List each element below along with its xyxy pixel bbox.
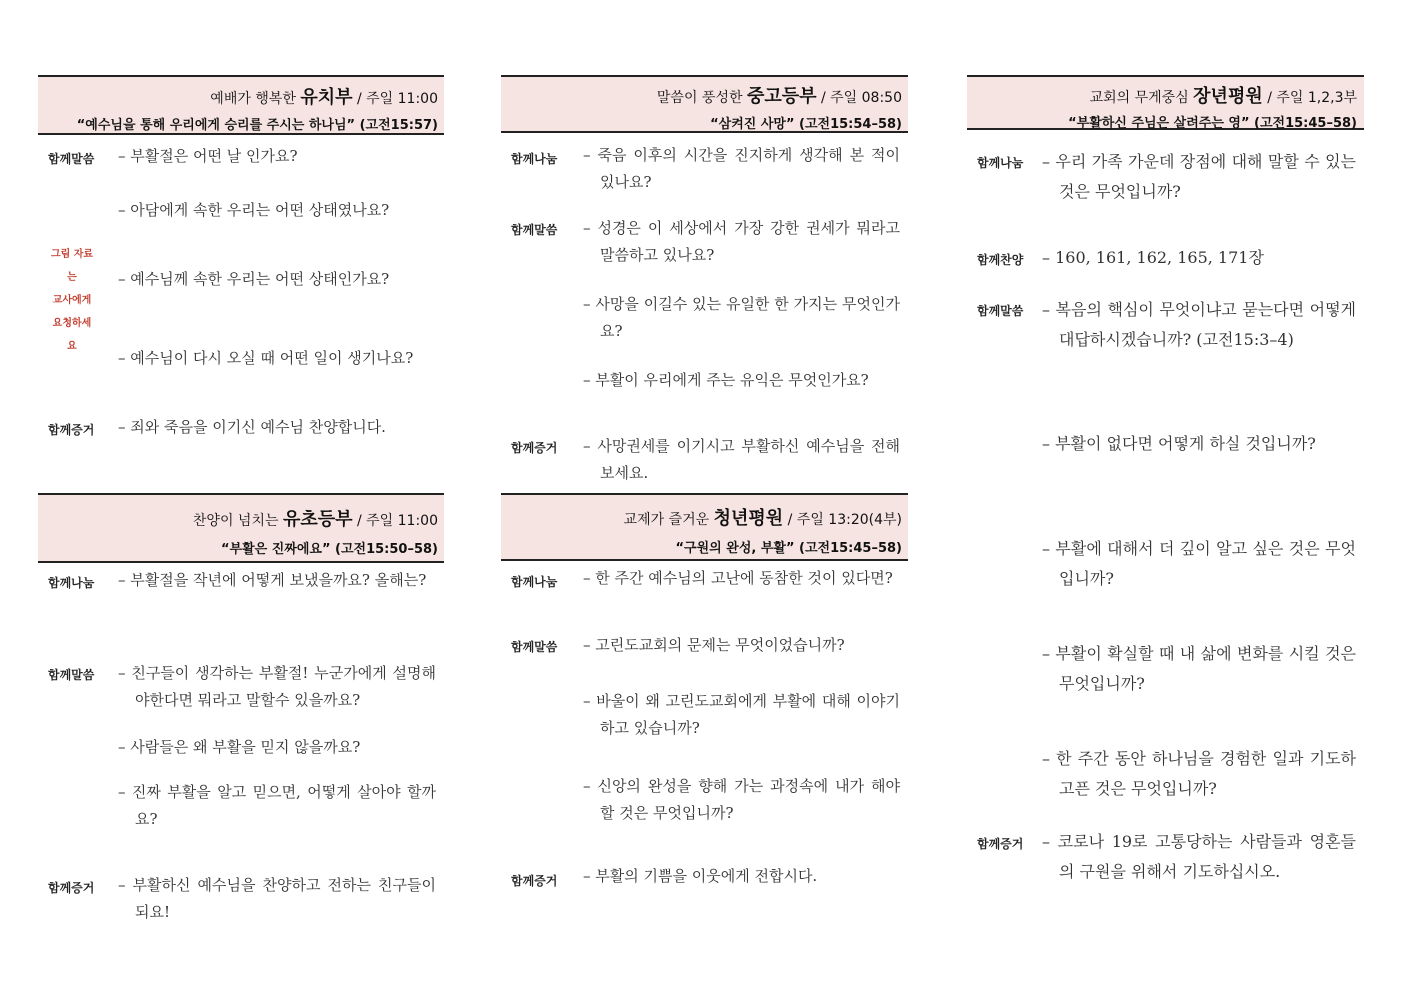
adult-time: / 주일 1,2,3부 [1267, 90, 1357, 106]
young-adult-theme: “구원의 완성, 부활” (고전15:45–58) [675, 541, 902, 556]
youth-label-word: 함께말씀 [511, 223, 558, 237]
elementary-question-2: – 친구들이 생각하는 부활절! 누군가에게 설명해야한다면 뭐라고 말할수 있을까요? [118, 664, 436, 709]
kinder-section [38, 75, 444, 485]
young-adult-label-testify: 함께증거 [511, 874, 558, 888]
adult-label-testify: 함께증거 [977, 837, 1024, 851]
kinder-note: 그림 자료는 교사에게 요청하세요 [50, 249, 94, 352]
youth-question-1: – 죽음 이후의 시간을 진지하게 생각해 본 적이 있나요? [583, 146, 900, 191]
youth-intro: 말씀이 풍성한 [656, 90, 743, 106]
elementary-intro: 찬양이 넘치는 [192, 513, 279, 529]
adult-question-5: – 부활이 확실할 때 내 삶에 변화를 시킬 것은 무엇입니까? [1042, 644, 1356, 693]
young-adult-dept-name: 청년평원 [713, 508, 784, 529]
young-adult-question-3: – 바울이 왜 고린도교회에게 부활에 대해 이야기하고 있습니까? [583, 692, 900, 737]
kinder-dept-name: 유치부 [300, 87, 353, 108]
youth-question-3: – 사망을 이길수 있는 유일한 한 가지는 무엇인가요? [583, 295, 900, 340]
adult-label-word: 함께말씀 [977, 304, 1024, 318]
kinder-question-2: – 아담에게 속한 우리는 어떤 상태였나요? [118, 201, 390, 219]
elementary-label-testify: 함께증거 [48, 881, 95, 895]
adult-section [967, 75, 1364, 925]
youth-section [501, 75, 908, 487]
kinder-question-1: – 부활절은 어떤 날 인가요? [118, 147, 298, 165]
kinder-question-4: – 예수님이 다시 오실 때 어떤 일이 생기나요? [118, 349, 414, 367]
youth-label-testify: 함께증거 [511, 441, 558, 455]
young-adult-section [501, 493, 908, 913]
adult-question-4: – 부활에 대해서 더 깊이 알고 싶은 것은 무엇입니까? [1042, 539, 1356, 588]
adult-hymn-numbers: – 160, 161, 162, 165, 171장 [1042, 248, 1264, 267]
adult-question-3: – 부활이 없다면 어떻게 하실 것입니까? [1042, 434, 1316, 453]
elementary-section [38, 493, 444, 943]
elementary-label-share: 함께나눔 [48, 576, 95, 590]
elementary-time: / 주일 11:00 [356, 513, 438, 529]
elementary-question-5: – 부활하신 예수님을 찬양하고 전하는 친구들이 되요! [118, 876, 436, 921]
young-adult-question-2: – 고린도교회의 문제는 무엇이었습니까? [583, 636, 845, 654]
elementary-question-4: – 진짜 부활을 알고 믿으면, 어떻게 살아야 할까요? [118, 783, 436, 828]
adult-question-1: – 우리 가족 가운데 장점에 대해 말할 수 있는 것은 무엇입니까? [1042, 152, 1356, 201]
elementary-theme: “부활은 진짜에요” (고전15:50–58) [220, 542, 438, 557]
young-adult-intro: 교제가 즐거운 [623, 512, 710, 528]
adult-dept-name: 장년평원 [1193, 86, 1263, 107]
kinder-question-5: – 죄와 죽음을 이기신 예수님 찬양합니다. [118, 418, 386, 436]
adult-question-6: – 한 주간 동안 하나님을 경험한 일과 기도하고픈 것은 무엇입니까? [1042, 749, 1356, 798]
youth-label-share: 함께나눔 [511, 152, 558, 166]
elementary-question-3: – 사람들은 왜 부활을 믿지 않을까요? [118, 738, 361, 756]
adult-label-share: 함께나눔 [977, 156, 1024, 170]
youth-header [501, 75, 908, 133]
elementary-question-1: – 부활절을 작년에 어떻게 보냈을까요? 올해는? [118, 571, 427, 589]
adult-header [967, 75, 1364, 130]
youth-dept-name: 중고등부 [746, 86, 817, 107]
young-adult-question-1: – 한 주간 예수님의 고난에 동참한 것이 있다면? [583, 569, 893, 587]
young-adult-time: / 주일 13:20(4부) [787, 512, 902, 528]
elementary-label-word: 함께말씀 [48, 668, 95, 682]
kinder-intro: 예배가 행복한 [210, 91, 296, 107]
adult-intro: 교회의 무게중심 [1089, 90, 1189, 106]
elementary-dept-name: 유초등부 [282, 509, 353, 530]
young-adult-label-share: 함께나눔 [511, 575, 558, 589]
adult-question-2: – 복음의 핵심이 무엇이냐고 묻는다면 어떻게 대답하시겠습니까? (고전15:3–4) [1042, 300, 1356, 349]
kinder-label-testify: 함께증거 [48, 423, 95, 437]
young-adult-header [501, 493, 908, 561]
youth-question-5: – 사망권세를 이기시고 부활하신 예수님을 전해보세요. [583, 437, 900, 482]
adult-label-hymn: 함께찬양 [977, 253, 1024, 267]
kinder-label-word: 함께말씀 [48, 152, 95, 166]
adult-theme: “부활하신 주님은 살려주는 영” (고전15:45–58) [1068, 116, 1357, 131]
elementary-header [38, 493, 444, 563]
young-adult-label-word: 함께말씀 [511, 640, 558, 654]
kinder-time: / 주일 11:00 [356, 91, 438, 107]
youth-theme: “삼켜진 사망” (고전15:54–58) [710, 117, 902, 132]
youth-question-4: – 부활이 우리에게 주는 유익은 무엇인가요? [583, 371, 869, 389]
kinder-question-3: – 예수님께 속한 우리는 어떤 상태인가요? [118, 270, 390, 288]
kinder-header [38, 75, 444, 135]
kinder-theme: “예수님을 통해 우리에게 승리를 주시는 하나님” (고전15:57) [76, 118, 438, 133]
youth-question-2: – 성경은 이 세상에서 가장 강한 권세가 뭐라고 말씀하고 있나요? [583, 219, 900, 264]
young-adult-question-5: – 부활의 기쁨을 이웃에게 전합시다. [583, 867, 818, 885]
youth-time: / 주일 08:50 [820, 90, 902, 106]
adult-question-7: – 코로나 19로 고통당하는 사람들과 영혼들의 구원을 위해서 기도하십시오. [1042, 832, 1356, 881]
young-adult-question-4: – 신앙의 완성을 향해 가는 과정속에 내가 해야 할 것은 무엇입니까? [583, 777, 900, 822]
